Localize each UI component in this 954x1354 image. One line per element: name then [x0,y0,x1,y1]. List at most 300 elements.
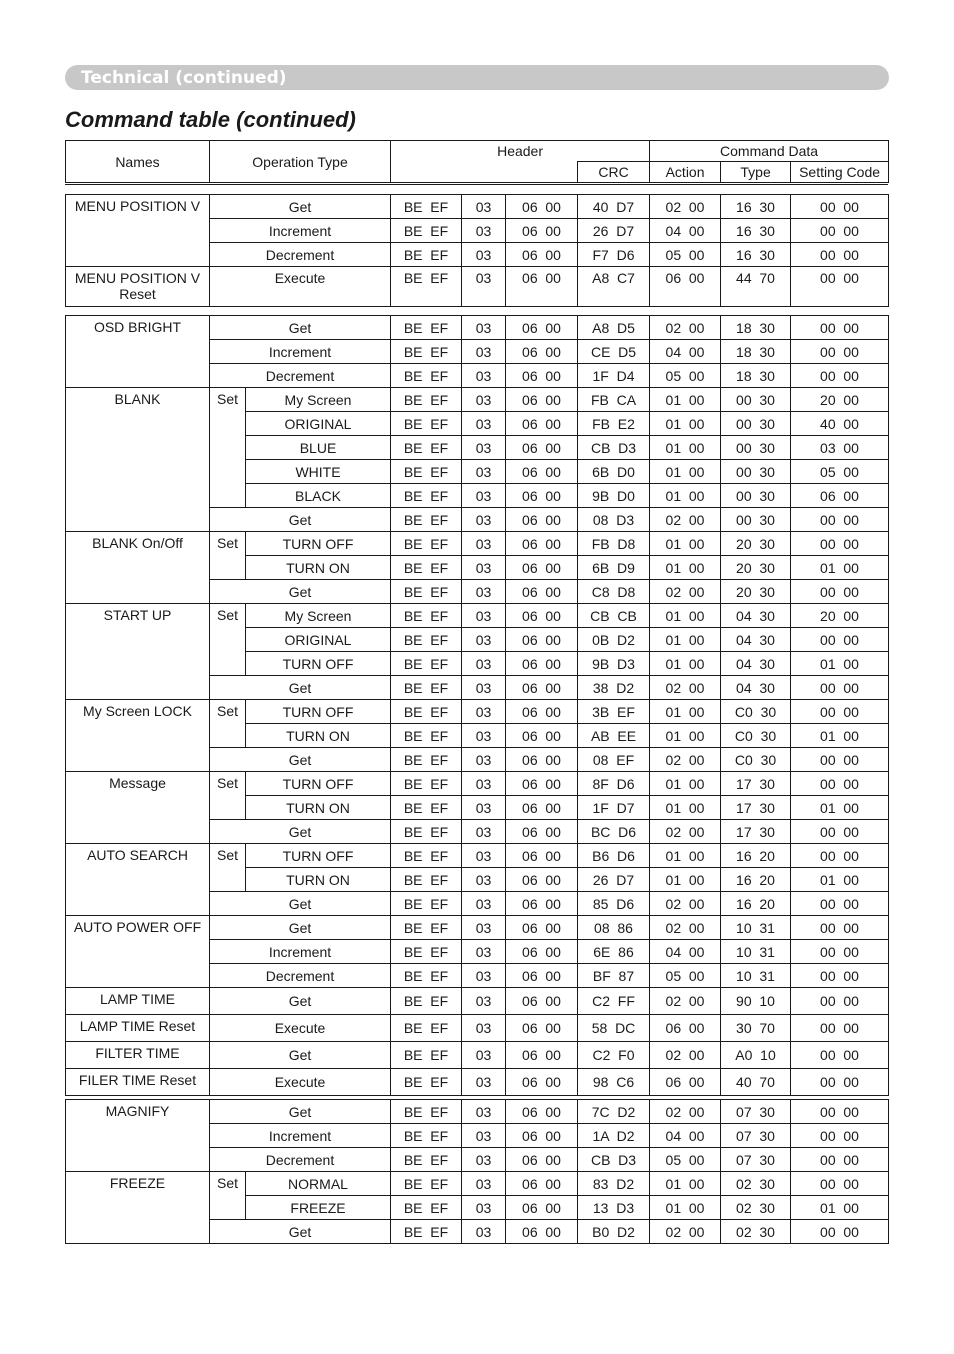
row-header-1: BE EF [391,484,462,508]
row-action: 02 00 [650,316,721,340]
row-action: 06 00 [650,1069,721,1096]
row-setting-code: 00 00 [791,243,889,267]
row-header-1: BE EF [391,988,462,1015]
row-type: 07 30 [721,1124,791,1148]
row-name: BLANK On/Off [66,532,210,604]
row-crc: 58 DC [578,1015,650,1042]
row-header-1: BE EF [391,724,462,748]
row-crc: 98 C6 [578,1069,650,1096]
row-setting-code: 00 00 [791,219,889,243]
row-header-2: 03 [462,916,506,940]
row-setting-code: 01 00 [791,1196,889,1220]
row-action: 02 00 [650,892,721,916]
row-header-2: 03 [462,340,506,364]
row-setting-code: 03 00 [791,436,889,460]
row-name: LAMP TIME Reset [66,1015,210,1042]
row-header-2: 03 [462,820,506,844]
row-name: LAMP TIME [66,988,210,1015]
row-header-3: 06 00 [506,988,578,1015]
row-header-1: BE EF [391,1100,462,1124]
row-header-3: 06 00 [506,436,578,460]
row-name: BLANK [66,388,210,532]
row-header-3: 06 00 [506,940,578,964]
row-action: 01 00 [650,436,721,460]
row-header-2: 03 [462,676,506,700]
row-action: 06 00 [650,1015,721,1042]
row-setting-code: 00 00 [791,676,889,700]
row-set: Set [210,604,246,676]
row-header-2: 03 [462,604,506,628]
row-setting-code: 01 00 [791,652,889,676]
row-type: 16 20 [721,844,791,868]
row-action: 01 00 [650,532,721,556]
row-header-3: 06 00 [506,460,578,484]
row-set: Set [210,844,246,892]
row-operation: Get [210,195,391,219]
row-header-1: BE EF [391,316,462,340]
row-header-2: 03 [462,508,506,532]
row-header-1: BE EF [391,1015,462,1042]
row-crc: 6B D0 [578,460,650,484]
row-setting-code: 00 00 [791,340,889,364]
row-operation: TURN ON [246,724,391,748]
row-name: FILTER TIME [66,1042,210,1069]
command-table-2 [65,315,889,1096]
row-crc: 85 D6 [578,892,650,916]
row-header-1: BE EF [391,916,462,940]
row-header-2: 03 [462,964,506,988]
row-header-2: 03 [462,484,506,508]
row-action: 02 00 [650,195,721,219]
row-header-3: 06 00 [506,532,578,556]
row-operation: Increment [210,219,391,243]
row-name: FREEZE [66,1172,210,1244]
row-header-1: BE EF [391,436,462,460]
row-header-2: 03 [462,1100,506,1124]
row-operation: TURN OFF [246,700,391,724]
row-operation: ORIGINAL [246,628,391,652]
row-type: 30 70 [721,1015,791,1042]
row-setting-code: 00 00 [791,267,889,307]
row-setting-code: 00 00 [791,1220,889,1244]
row-setting-code: 00 00 [791,1100,889,1124]
table-row [66,1042,889,1069]
row-header-2: 03 [462,1148,506,1172]
row-header-2: 03 [462,195,506,219]
row-action: 04 00 [650,1124,721,1148]
row-header-2: 03 [462,316,506,340]
banner-title: Technical (continued) [81,68,287,88]
row-header-2: 03 [462,364,506,388]
row-crc: 1F D7 [578,796,650,820]
row-header-2: 03 [462,796,506,820]
row-header-1: BE EF [391,460,462,484]
row-header-2: 03 [462,652,506,676]
row-crc: 7C D2 [578,1100,650,1124]
row-operation: Decrement [210,1148,391,1172]
row-type: 18 30 [721,316,791,340]
table-row [66,1100,889,1124]
row-header-1: BE EF [391,388,462,412]
col-type: Type [721,162,791,183]
row-header-3: 06 00 [506,1069,578,1096]
row-action: 01 00 [650,460,721,484]
row-setting-code: 01 00 [791,796,889,820]
row-header-1: BE EF [391,532,462,556]
row-header-3: 06 00 [506,508,578,532]
row-action: 01 00 [650,700,721,724]
row-crc: BC D6 [578,820,650,844]
row-type: 18 30 [721,364,791,388]
row-operation: FREEZE [246,1196,391,1220]
row-header-1: BE EF [391,556,462,580]
row-header-1: BE EF [391,820,462,844]
row-setting-code: 00 00 [791,748,889,772]
row-operation: Get [210,892,391,916]
table-row [66,195,889,219]
row-operation: TURN OFF [246,844,391,868]
row-header-3: 06 00 [506,820,578,844]
row-header-2: 03 [462,844,506,868]
row-crc: C8 D8 [578,580,650,604]
row-setting-code: 01 00 [791,724,889,748]
row-setting-code: 00 00 [791,532,889,556]
row-header-1: BE EF [391,580,462,604]
row-crc: A8 D5 [578,316,650,340]
row-type: C0 30 [721,700,791,724]
row-operation: WHITE [246,460,391,484]
row-header-3: 06 00 [506,243,578,267]
row-crc: 9B D3 [578,652,650,676]
row-action: 01 00 [650,628,721,652]
row-crc: FB D8 [578,532,650,556]
row-header-1: BE EF [391,1069,462,1096]
row-operation: Get [210,580,391,604]
row-set: Set [210,1172,246,1220]
row-action: 05 00 [650,964,721,988]
row-header-3: 06 00 [506,1042,578,1069]
row-header-1: BE EF [391,892,462,916]
row-action: 02 00 [650,1220,721,1244]
table-row [66,1015,889,1042]
row-action: 01 00 [650,652,721,676]
row-type: C0 30 [721,724,791,748]
row-crc: B6 D6 [578,844,650,868]
row-action: 02 00 [650,988,721,1015]
row-type: 10 31 [721,940,791,964]
row-action: 04 00 [650,340,721,364]
row-header-1: BE EF [391,700,462,724]
row-header-3: 06 00 [506,267,578,307]
row-set: Set [210,700,246,748]
row-crc: 0B D2 [578,628,650,652]
row-action: 01 00 [650,484,721,508]
row-operation: BLUE [246,436,391,460]
row-crc: F7 D6 [578,243,650,267]
row-crc: 6E 86 [578,940,650,964]
row-crc: 1A D2 [578,1124,650,1148]
row-setting-code: 00 00 [791,364,889,388]
row-operation: Decrement [210,364,391,388]
row-action: 01 00 [650,556,721,580]
row-header-1: BE EF [391,796,462,820]
row-type: 16 30 [721,219,791,243]
row-header-2: 03 [462,892,506,916]
page-title: Command table (continued) [65,107,356,132]
row-header-3: 06 00 [506,340,578,364]
row-operation: Increment [210,940,391,964]
row-crc: 1F D4 [578,364,650,388]
row-header-3: 06 00 [506,652,578,676]
row-setting-code: 00 00 [791,844,889,868]
row-operation: TURN ON [246,868,391,892]
row-setting-code: 00 00 [791,820,889,844]
row-header-1: BE EF [391,964,462,988]
row-type: 10 31 [721,916,791,940]
row-header-3: 06 00 [506,580,578,604]
row-header-1: BE EF [391,772,462,796]
row-action: 05 00 [650,364,721,388]
row-header-1: BE EF [391,412,462,436]
row-header-2: 03 [462,1220,506,1244]
row-header-3: 06 00 [506,1172,578,1196]
row-operation: Execute [210,1015,391,1042]
row-action: 02 00 [650,676,721,700]
row-type: 00 30 [721,412,791,436]
row-operation: My Screen [246,604,391,628]
row-type: 04 30 [721,652,791,676]
row-setting-code: 00 00 [791,700,889,724]
row-action: 04 00 [650,940,721,964]
row-crc: FB E2 [578,412,650,436]
row-setting-code: 00 00 [791,988,889,1015]
row-header-2: 03 [462,1042,506,1069]
row-header-3: 06 00 [506,964,578,988]
table-row [66,388,889,412]
row-header-2: 03 [462,700,506,724]
row-crc: BF 87 [578,964,650,988]
row-header-3: 06 00 [506,556,578,580]
row-header-3: 06 00 [506,412,578,436]
row-type: 07 30 [721,1100,791,1124]
row-setting-code: 00 00 [791,916,889,940]
row-operation: Get [210,1220,391,1244]
row-header-3: 06 00 [506,676,578,700]
row-header-1: BE EF [391,243,462,267]
row-action: 05 00 [650,243,721,267]
divider [65,184,888,185]
row-operation: TURN OFF [246,532,391,556]
row-header-3: 06 00 [506,316,578,340]
row-name: MENU POSITION V Reset [66,267,210,307]
row-header-2: 03 [462,436,506,460]
row-type: 04 30 [721,628,791,652]
row-header-2: 03 [462,267,506,307]
row-setting-code: 00 00 [791,508,889,532]
row-crc: 38 D2 [578,676,650,700]
col-operation-type: Operation Type [210,141,391,183]
row-action: 01 00 [650,1172,721,1196]
row-header-3: 06 00 [506,219,578,243]
row-header-3: 06 00 [506,892,578,916]
row-operation: ORIGINAL [246,412,391,436]
row-type: 00 30 [721,460,791,484]
col-setting-code: Setting Code [791,162,889,183]
command-table-3 [65,1099,889,1244]
row-operation: TURN ON [246,556,391,580]
row-type: C0 30 [721,748,791,772]
table-row [66,267,889,307]
row-action: 01 00 [650,412,721,436]
col-action: Action [650,162,721,183]
row-type: 10 31 [721,964,791,988]
row-header-2: 03 [462,388,506,412]
row-header-3: 06 00 [506,868,578,892]
row-header-1: BE EF [391,748,462,772]
row-header-1: BE EF [391,1124,462,1148]
row-header-3: 06 00 [506,1148,578,1172]
row-name: OSD BRIGHT [66,316,210,388]
row-header-2: 03 [462,580,506,604]
row-header-2: 03 [462,1069,506,1096]
table-row [66,700,889,724]
row-action: 02 00 [650,580,721,604]
row-type: 16 30 [721,243,791,267]
row-header-1: BE EF [391,267,462,307]
row-action: 02 00 [650,820,721,844]
row-crc: 26 D7 [578,868,650,892]
row-action: 01 00 [650,868,721,892]
row-header-2: 03 [462,772,506,796]
col-command-data: Command Data [650,141,889,162]
row-setting-code: 05 00 [791,460,889,484]
row-operation: NORMAL [246,1172,391,1196]
row-header-2: 03 [462,1015,506,1042]
row-type: 20 30 [721,556,791,580]
row-header-3: 06 00 [506,796,578,820]
row-header-3: 06 00 [506,1196,578,1220]
row-type: 16 20 [721,892,791,916]
row-operation: TURN ON [246,796,391,820]
row-action: 01 00 [650,796,721,820]
row-header-1: BE EF [391,195,462,219]
row-operation: Increment [210,1124,391,1148]
row-operation: Get [210,748,391,772]
row-type: 17 30 [721,772,791,796]
row-header-2: 03 [462,748,506,772]
table-row [66,1069,889,1096]
row-header-1: BE EF [391,364,462,388]
col-crc: CRC [578,162,650,183]
table-row [66,988,889,1015]
row-type: 00 30 [721,508,791,532]
row-setting-code: 00 00 [791,964,889,988]
row-setting-code: 00 00 [791,1148,889,1172]
row-crc: FB CA [578,388,650,412]
row-type: 16 30 [721,195,791,219]
row-action: 01 00 [650,388,721,412]
row-header-3: 06 00 [506,724,578,748]
row-operation: BLACK [246,484,391,508]
row-header-2: 03 [462,412,506,436]
row-header-1: BE EF [391,219,462,243]
row-action: 05 00 [650,1148,721,1172]
row-operation: Execute [210,1069,391,1096]
row-setting-code: 20 00 [791,388,889,412]
row-setting-code: 40 00 [791,412,889,436]
row-crc: 08 86 [578,916,650,940]
row-header-3: 06 00 [506,700,578,724]
row-header-3: 06 00 [506,772,578,796]
row-header-2: 03 [462,628,506,652]
row-header-3: 06 00 [506,1124,578,1148]
row-crc: C2 F0 [578,1042,650,1069]
row-header-2: 03 [462,219,506,243]
row-setting-code: 01 00 [791,868,889,892]
row-name: Message [66,772,210,844]
col-header: Header [391,141,650,162]
row-type: 20 30 [721,532,791,556]
row-header-2: 03 [462,460,506,484]
row-operation: Execute [210,267,391,307]
row-header-1: BE EF [391,868,462,892]
table-row [66,316,889,340]
row-operation: Get [210,1100,391,1124]
row-set: Set [210,532,246,580]
table-row [66,844,889,868]
row-header-2: 03 [462,556,506,580]
row-header-2: 03 [462,1196,506,1220]
row-setting-code: 00 00 [791,628,889,652]
row-header-1: BE EF [391,676,462,700]
row-operation: TURN OFF [246,772,391,796]
row-type: 44 70 [721,267,791,307]
row-header-1: BE EF [391,652,462,676]
row-name: AUTO POWER OFF [66,916,210,988]
row-crc: 26 D7 [578,219,650,243]
row-type: 00 30 [721,388,791,412]
row-action: 02 00 [650,1042,721,1069]
section-banner [65,65,889,90]
row-name: MAGNIFY [66,1100,210,1172]
row-name: START UP [66,604,210,700]
row-header-3: 06 00 [506,604,578,628]
row-type: 90 10 [721,988,791,1015]
row-header-1: BE EF [391,1196,462,1220]
row-header-3: 06 00 [506,364,578,388]
row-action: 06 00 [650,267,721,307]
row-type: 17 30 [721,820,791,844]
row-header-3: 06 00 [506,1220,578,1244]
row-set: Set [210,388,246,508]
row-setting-code: 00 00 [791,1015,889,1042]
row-type: 40 70 [721,1069,791,1096]
row-header-3: 06 00 [506,388,578,412]
row-header-1: BE EF [391,1042,462,1069]
row-header-3: 06 00 [506,916,578,940]
row-header-1: BE EF [391,1172,462,1196]
row-header-1: BE EF [391,604,462,628]
row-type: 04 30 [721,676,791,700]
row-setting-code: 00 00 [791,316,889,340]
row-setting-code: 06 00 [791,484,889,508]
row-header-1: BE EF [391,1148,462,1172]
table-row [66,532,889,556]
row-header-1: BE EF [391,628,462,652]
row-operation: Get [210,676,391,700]
row-crc: 13 D3 [578,1196,650,1220]
row-action: 02 00 [650,916,721,940]
